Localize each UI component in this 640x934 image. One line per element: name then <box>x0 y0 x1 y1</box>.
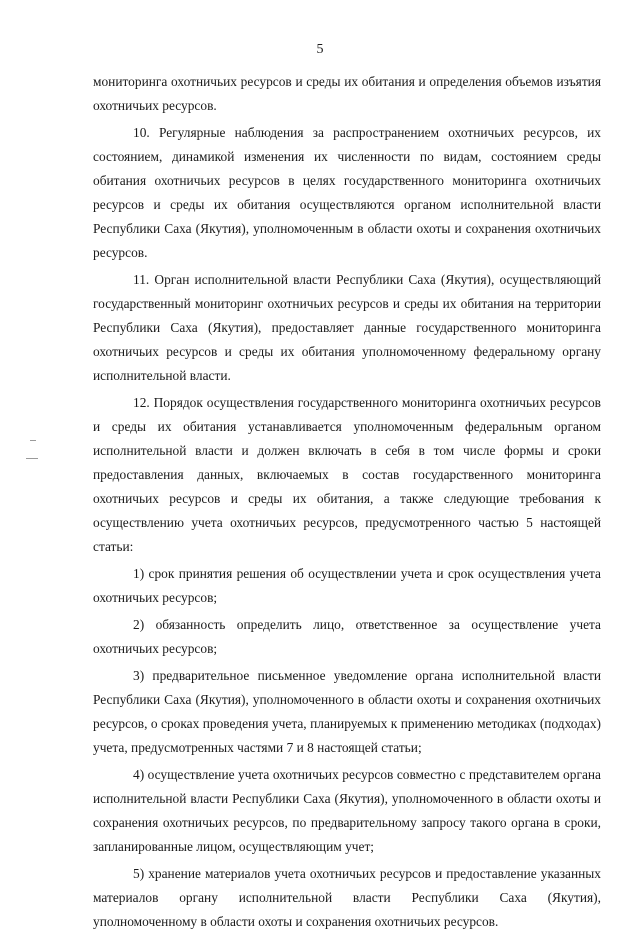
page-number: 5 <box>316 42 324 57</box>
subitem-5: 5) хранение материалов учета охотничьих ресурсов и предоставление указанных материалов органу исполнительной власти Республики Саха (Якутия), уполномоченному в области охоты и сохранения охотничьих ресурсов. <box>93 866 601 929</box>
margin-scan-marks <box>26 440 40 470</box>
paragraph-item-10: 10. Регулярные наблюдения за распространением охотничьих ресурсов, их состоянием, динамикой изменения их численности по видам, состоянием среды обитания охотничьих ресурсов в целях государственного мониторинга охотничьих ресурсов и среды их обитания осуществляются органом исполнительной власти Республики Саха (Якутия), уполномоченным в области охоты и сохранения охотничьих ресурсов. <box>93 125 601 260</box>
body-text <box>93 70 601 934</box>
subitem-2: 2) обязанность определить лицо, ответственное за осуществление учета охотничьих ресурсов; <box>93 617 601 656</box>
paragraph-continuation: мониторинга охотничьих ресурсов и среды их обитания и определения объемов изъятия охотничьих ресурсов. <box>93 74 601 113</box>
subitem-4: 4) осуществление учета охотничьих ресурсов совместно с представителем органа исполнительной власти Республики Саха (Якутия), уполномоченного в области охоты и сохранения охотничьих ресурсов, по предварительному запросу такого органа в сроки, запланированные лицом, осуществляющим учет; <box>93 767 601 854</box>
paragraph-item-11: 11. Орган исполнительной власти Республики Саха (Якутия), осуществляющий государственный мониторинг охотничьих ресурсов и среды их обитания на территории Республики Саха (Якутия), предоставляет данные государственного мониторинга охотничьих ресурсов и среды их обитания уполномоченному федеральному органу исполнительной власти. <box>93 272 601 383</box>
subitem-3: 3) предварительное письменное уведомление органа исполнительной власти Республики Саха (Якутия), уполномоченного в области охоты и сохранения охотничьих ресурсов, о сроках проведения учета, планируемых к применению методиках (подходах) учета, предусмотренных частями 7 и 8 настоящей статьи; <box>93 668 601 755</box>
paragraph-item-12: 12. Порядок осуществления государственного мониторинга охотничьих ресурсов и среды их обитания устанавливается уполномоченным федеральным органом исполнительной власти и должен включать в себя в том числе формы и сроки предоставления данных, включаемых в состав государственного мониторинга охотничьих ресурсов и среды их обитания, а также следующие требования к осуществлению учета охотничьих ресурсов, предусмотренного частью 5 настоящей статьи: <box>93 395 601 554</box>
subitem-1: 1) срок принятия решения об осуществлении учета и срок осуществления учета охотничьих ресурсов; <box>93 566 601 605</box>
